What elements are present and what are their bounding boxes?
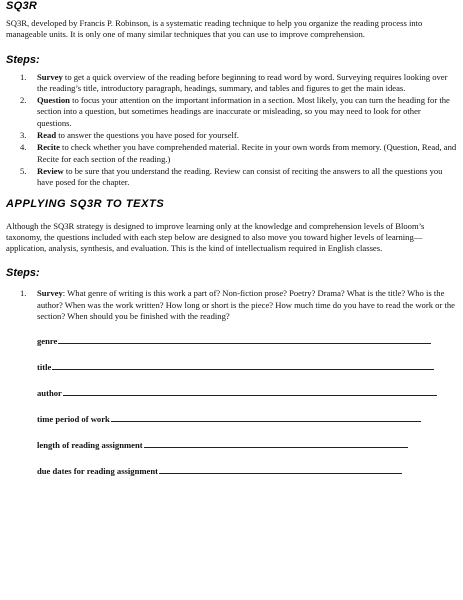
step-term: Read bbox=[37, 130, 57, 141]
author-field[interactable] bbox=[37, 387, 457, 398]
step-text: to check whether you have comprehended material. Recite in your own words from memory. (Question, Read, and Recite for each section of the reading.) bbox=[37, 142, 457, 164]
step-number: 5. bbox=[20, 165, 27, 176]
step-item bbox=[6, 130, 457, 141]
field-blank-line[interactable] bbox=[111, 421, 421, 422]
survey-fields bbox=[6, 335, 457, 476]
field-label: author bbox=[37, 388, 62, 399]
step-text: to be sure that you understand the reading. Review can consist of reciting the answers to all the questions you have posed for the chapter. bbox=[37, 165, 443, 188]
document-title: SQ3R bbox=[6, 0, 38, 12]
step-item bbox=[6, 142, 457, 165]
field-label: due dates for reading assignment bbox=[37, 466, 158, 477]
genre-field[interactable] bbox=[37, 335, 457, 346]
survey-text: : What genre of writing is this work a part of? Non-fiction prose? Poetry? Drama? What is the title? Who is the author? When was the work written? How long or short is the piece? How much time do you have to read the work or the section? When should you be finished with the reading? bbox=[37, 288, 455, 322]
step-term: Recite bbox=[37, 142, 60, 153]
field-label: genre bbox=[37, 336, 58, 347]
step-item bbox=[6, 95, 457, 129]
step-number: 1. bbox=[20, 71, 27, 82]
reading-length-field[interactable] bbox=[37, 439, 457, 450]
step-text: to focus your attention on the important information in a section. Most likely, you can turn the heading for the section into a question, but sometimes headings are inaccurate or misleading, so you may need to look for other questions. bbox=[37, 95, 450, 128]
survey-number: 1. bbox=[20, 288, 27, 299]
due-dates-field[interactable] bbox=[37, 465, 457, 476]
survey-item bbox=[6, 288, 457, 322]
step-text: to get a quick overview of the reading before beginning to read word by word. Surveying requires looking over the reading’s title, introductory paragraph, headings, summary, and tables and figures to get the main ideas. bbox=[37, 71, 448, 93]
steps2-heading: Steps: bbox=[6, 267, 40, 280]
step-number: 3. bbox=[20, 130, 27, 141]
step-term: Survey bbox=[37, 71, 63, 82]
applying-heading: APPLYING SQ3R TO TEXTS bbox=[6, 197, 165, 210]
field-label: length of reading assignment bbox=[37, 440, 143, 451]
step-item bbox=[6, 166, 457, 189]
step-item bbox=[6, 72, 457, 95]
title-field[interactable] bbox=[37, 361, 457, 372]
step-term: Review bbox=[37, 165, 64, 176]
applying-paragraph: Although the SQ3R strategy is designed to improve learning only at the knowledge and comprehension levels of Bloom’s taxonomy, the questions included with each step below are designed to also move you toward higher levels of learning—application, analysis, synthesis, and evaluation. This is the kind of intellectualism required in English classes. bbox=[6, 220, 425, 254]
field-blank-line[interactable] bbox=[159, 473, 402, 474]
step-term: Question bbox=[37, 95, 70, 106]
field-label: time period of work bbox=[37, 414, 110, 425]
field-blank-line[interactable] bbox=[63, 395, 437, 396]
step-number: 4. bbox=[20, 142, 27, 153]
field-label: title bbox=[37, 362, 52, 373]
survey-list bbox=[6, 288, 457, 322]
steps-list bbox=[6, 72, 457, 189]
intro-paragraph: SQ3R, developed by Francis P. Robinson, is a systematic reading technique to help you organize the reading process into manageable units. It is only one of many similar techniques that you can use to improve comprehension. bbox=[6, 18, 423, 40]
survey-term: Survey bbox=[37, 288, 63, 299]
field-blank-line[interactable] bbox=[52, 369, 434, 370]
field-blank-line[interactable] bbox=[58, 343, 431, 344]
time-period-field[interactable] bbox=[37, 413, 457, 424]
step-number: 2. bbox=[20, 95, 27, 106]
step-text: to answer the questions you have posed for yourself. bbox=[56, 130, 239, 141]
steps-heading: Steps: bbox=[6, 53, 40, 66]
field-blank-line[interactable] bbox=[144, 447, 408, 448]
